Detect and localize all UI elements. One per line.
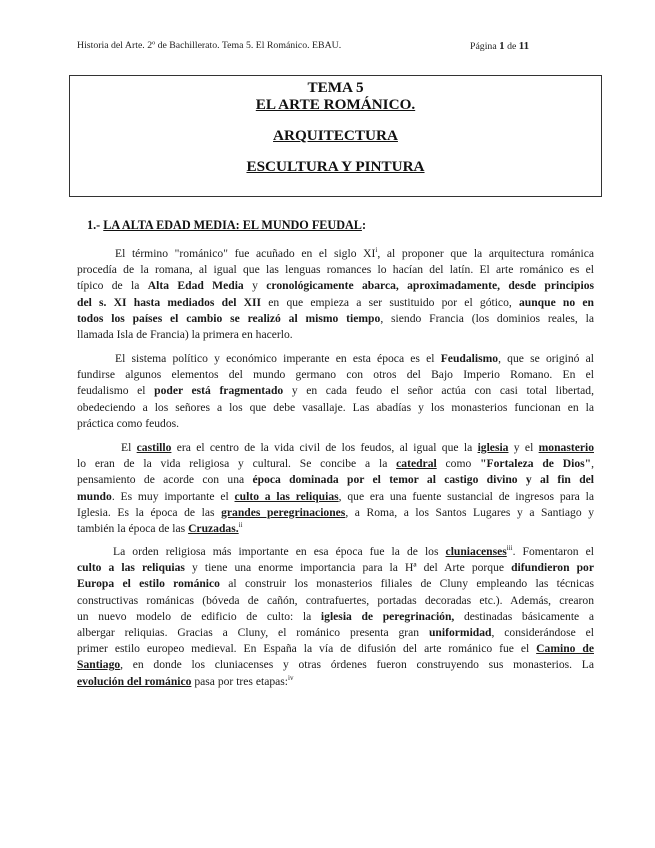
p1-line-3: típico de la Alta Edad Media y cronológicamente abarca, aproximadamente, desde principios (77, 279, 594, 293)
paragraph-2 (77, 351, 594, 432)
p4-line-1: La orden religiosa más importante en esa época fue la de los cluniacenses$^{iii}$. Fomentaron el (113, 544, 594, 558)
p1-line-5: todos los países el cambio se realizó al mismo tiempo, siendo Francia (los dominios reales, la (77, 311, 594, 325)
section-number: 1.- (87, 218, 101, 232)
p4-line-6: albergar reliquias. Gracias a Cluny, el románico presenta gran uniformidad, considerándose el (77, 625, 594, 639)
paragraph-1 (77, 246, 594, 343)
paragraph-3 (77, 440, 594, 537)
p4-line-4: constructivas románicas (bóveda de cañón, contrafuertes, portadas decoradas etc.). Además, crearon (77, 593, 594, 607)
p4-line-8: Santiago, en donde los cluniacenses y otras órdenes fueron construyendo sus monasterios. La (77, 658, 594, 672)
section-title: LA ALTA EDAD MEDIA: EL MUNDO FEUDAL (103, 218, 362, 232)
section-colon: : (361, 218, 366, 232)
p3-line-2: lo eran de la vida religiosa y cultural. Se concibe a la catedral como "Fortaleza de Dios", (77, 457, 594, 471)
title-line-4: ESCULTURA Y PINTURA (246, 158, 425, 175)
p2-line-1: El sistema político y económico imperante en esta época es el Feudalismo, que se originó al (115, 352, 594, 365)
p1-line-2: procedía de la romana, al igual que las lenguas romances lo hacían del latín. El arte románico es el (77, 263, 594, 277)
p4-line-5: un nuevo modelo de edificio de culto: la iglesia de peregrinación, destinadas básicamente a (77, 609, 594, 623)
title-line-2: EL ARTE ROMÁNICO. (255, 96, 416, 113)
p4-line-9: evolución del románico pasa por tres etapas:$^{iv}$ (77, 673, 294, 688)
p2-line-5: práctica como feudos. (77, 416, 180, 430)
page-number (470, 40, 529, 52)
title-line-1: TEMA 5 (307, 79, 364, 96)
p2-line-2: fundirse algunos elementos del mundo germano con otros del Bajo Imperio Romano. En el (77, 368, 594, 382)
p4-line-3: Europa el estilo románico al construir los monasterios filiales de Cluny empleando las técnicas (77, 577, 594, 591)
header-left-text: Historia del Arte. 2º de Bachillerato. Tema 5. El Románico. EBAU. (77, 40, 342, 51)
p1-line-6: llamada Isla de Francia) la primera en hacerlo. (77, 327, 293, 341)
running-header (77, 40, 577, 51)
section-heading (87, 218, 366, 233)
p1-line-1: El término "románico" fue acuñado en el siglo $XI^i$, al proponer que la arquitectura románica (115, 246, 594, 260)
p2-line-3: feudalismo el poder está fragmentado y en cada feudo el señor actúa con casi total libertad, (77, 384, 594, 398)
p3-line-6: también la época de las Cruzadas.$^{ii}$ (77, 521, 243, 535)
p3-line-3: pensamiento de acorde con una época dominada por el temor al castigo divino y al fin del (77, 473, 594, 487)
paragraph-4 (77, 544, 594, 690)
page-prefix: Página (470, 41, 497, 52)
p4-line-7: primer estilo europeo medieval. En España la vía de difusión del arte románico fue el Camino de (77, 642, 594, 656)
page-total: 11 (518, 40, 530, 52)
p2-line-4: obedeciendo a los señores a los que debe vasallaje. Las abadías y los monasterios funcionan en la (77, 400, 594, 414)
p4-line-2: culto a las reliquias y tiene una enorme importancia para la Hª del Arte porque difundieron por (77, 561, 594, 575)
page-sep: de (507, 41, 517, 52)
p3-line-4: mundo. Es muy importante el culto a las reliquias, que era una fuente sustancial de ingresos para la (77, 489, 594, 503)
p1-line-4: del s. XI hasta mediados del XII en que empieza a ser sustituido por el gótico, aunque no en (77, 295, 594, 309)
p3-line-5: Iglesia. Es la época de las grandes peregrinaciones, a Roma, a los Santos Lugares y a Santiago y (77, 505, 594, 519)
page-current: 1 (499, 40, 505, 52)
title-box (69, 75, 602, 197)
title-line-3: ARQUITECTURA (273, 127, 398, 144)
p3-line-1: El castillo era el centro de la vida civil de los feudos, al igual que la iglesia y el monasterio (121, 441, 594, 454)
